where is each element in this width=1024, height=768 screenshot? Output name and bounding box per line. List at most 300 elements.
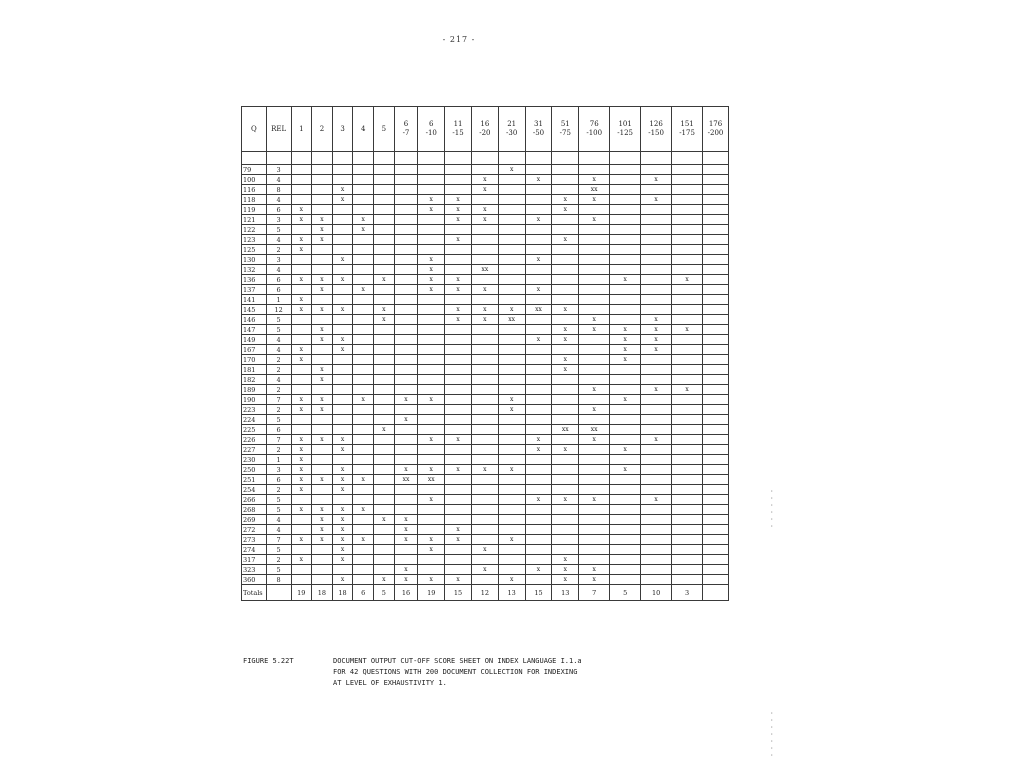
- table-body: [242, 152, 729, 601]
- empty-cell: [418, 445, 445, 455]
- score-mark: x: [641, 325, 672, 335]
- empty-cell: [552, 255, 579, 265]
- total-value: 18: [312, 585, 333, 601]
- question-cell: 145: [242, 305, 267, 315]
- total-value: 19: [418, 585, 445, 601]
- empty-cell: [641, 575, 672, 585]
- score-mark: x: [579, 315, 610, 325]
- empty-cell: [641, 285, 672, 295]
- empty-cell: [641, 485, 672, 495]
- empty-cell: [641, 525, 672, 535]
- header-col-13: 76 -100: [579, 107, 610, 152]
- empty-cell: [291, 185, 312, 195]
- empty-cell: [394, 205, 418, 215]
- question-cell: 251: [242, 475, 267, 485]
- total-value: 15: [445, 585, 472, 601]
- empty-cell: [353, 255, 374, 265]
- question-cell: 227: [242, 445, 267, 455]
- question-cell: 181: [242, 365, 267, 375]
- question-cell: 273: [242, 535, 267, 545]
- empty-cell: [332, 395, 353, 405]
- table-row: [242, 425, 729, 435]
- empty-cell: [445, 345, 472, 355]
- empty-cell: [610, 565, 641, 575]
- score-mark: x: [552, 235, 579, 245]
- empty-cell: [525, 455, 552, 465]
- empty-cell: [672, 195, 703, 205]
- spacer-cell: [672, 152, 703, 165]
- score-mark: x: [312, 525, 333, 535]
- total-value: 13: [552, 585, 579, 601]
- empty-cell: [394, 455, 418, 465]
- score-mark: x: [374, 305, 395, 315]
- score-mark: x: [445, 465, 472, 475]
- score-mark: x: [418, 435, 445, 445]
- empty-cell: [291, 575, 312, 585]
- score-mark: x: [353, 285, 374, 295]
- rel-cell: 4: [266, 195, 291, 205]
- figure-description: DOCUMENT OUTPUT CUT-OFF SCORE SHEET ON INDEX LANGUAGE I.1.a FOR 42 QUESTIONS WITH 200 DOCUMENT COLLECTION FOR INDEXING AT LEVEL OF EXHAUSTIVITY 1.: [333, 657, 582, 687]
- empty-cell: [672, 205, 703, 215]
- table-row: [242, 325, 729, 335]
- rel-cell: 4: [266, 375, 291, 385]
- empty-cell: [672, 265, 703, 275]
- empty-cell: [610, 375, 641, 385]
- rel-cell: 4: [266, 525, 291, 535]
- score-mark: x: [610, 465, 641, 475]
- empty-cell: [525, 555, 552, 565]
- empty-cell: [579, 255, 610, 265]
- score-mark: x: [498, 465, 525, 475]
- score-mark: x: [332, 525, 353, 535]
- table-row: [242, 525, 729, 535]
- empty-cell: [471, 535, 498, 545]
- score-mark: x: [498, 535, 525, 545]
- empty-cell: [332, 205, 353, 215]
- question-cell: 119: [242, 205, 267, 215]
- question-cell: 268: [242, 505, 267, 515]
- rel-cell: 5: [266, 415, 291, 425]
- score-mark: x: [552, 575, 579, 585]
- empty-cell: [312, 255, 333, 265]
- score-mark: x: [291, 395, 312, 405]
- question-cell: 360: [242, 575, 267, 585]
- empty-cell: [641, 305, 672, 315]
- table-row: [242, 365, 729, 375]
- score-mark: x: [312, 475, 333, 485]
- score-mark: x: [353, 215, 374, 225]
- header-col-9: 16 -20: [471, 107, 498, 152]
- total-value: 16: [394, 585, 418, 601]
- empty-cell: [703, 515, 729, 525]
- empty-cell: [312, 465, 333, 475]
- empty-cell: [672, 545, 703, 555]
- empty-cell: [471, 295, 498, 305]
- score-mark: x: [418, 195, 445, 205]
- figure-label: FIGURE 5.22T: [243, 657, 294, 665]
- empty-cell: [641, 215, 672, 225]
- rel-cell: 1: [266, 295, 291, 305]
- empty-cell: [471, 385, 498, 395]
- score-mark: x: [332, 545, 353, 555]
- rel-cell: 2: [266, 405, 291, 415]
- question-cell: 323: [242, 565, 267, 575]
- empty-cell: [579, 375, 610, 385]
- score-mark: x: [445, 575, 472, 585]
- empty-cell: [332, 225, 353, 235]
- empty-cell: [332, 285, 353, 295]
- score-mark: x: [471, 205, 498, 215]
- empty-cell: [353, 275, 374, 285]
- empty-cell: [353, 565, 374, 575]
- question-cell: 121: [242, 215, 267, 225]
- empty-cell: [471, 415, 498, 425]
- score-mark: x: [641, 495, 672, 505]
- score-mark: x: [332, 275, 353, 285]
- score-mark: x: [641, 345, 672, 355]
- empty-cell: [498, 445, 525, 455]
- empty-cell: [418, 385, 445, 395]
- score-mark: x: [312, 215, 333, 225]
- empty-cell: [394, 165, 418, 175]
- question-cell: 223: [242, 405, 267, 415]
- empty-cell: [445, 325, 472, 335]
- rel-cell: 3: [266, 255, 291, 265]
- score-mark: xx: [552, 425, 579, 435]
- total-value: [703, 585, 729, 601]
- rel-cell: 4: [266, 345, 291, 355]
- empty-cell: [353, 575, 374, 585]
- empty-cell: [498, 425, 525, 435]
- header-col-17: 176 -200: [703, 107, 729, 152]
- empty-cell: [374, 335, 395, 345]
- question-cell: 226: [242, 435, 267, 445]
- score-mark: x: [471, 175, 498, 185]
- score-mark: x: [445, 275, 472, 285]
- empty-cell: [374, 405, 395, 415]
- score-mark: x: [394, 575, 418, 585]
- score-mark: x: [579, 405, 610, 415]
- empty-cell: [418, 225, 445, 235]
- total-value: 3: [672, 585, 703, 601]
- empty-cell: [579, 555, 610, 565]
- empty-cell: [703, 325, 729, 335]
- score-mark: x: [312, 395, 333, 405]
- score-mark: xx: [525, 305, 552, 315]
- score-mark: x: [641, 385, 672, 395]
- score-mark: x: [353, 225, 374, 235]
- total-value: 19: [291, 585, 312, 601]
- empty-cell: [394, 275, 418, 285]
- empty-cell: [394, 185, 418, 195]
- empty-cell: [471, 245, 498, 255]
- empty-cell: [353, 355, 374, 365]
- empty-cell: [498, 175, 525, 185]
- rel-cell: 4: [266, 265, 291, 275]
- empty-cell: [703, 245, 729, 255]
- spacer-cell: [498, 152, 525, 165]
- table-row: [242, 555, 729, 565]
- empty-cell: [332, 405, 353, 415]
- empty-cell: [418, 355, 445, 365]
- empty-cell: [332, 365, 353, 375]
- score-mark: x: [641, 175, 672, 185]
- empty-cell: [579, 475, 610, 485]
- empty-cell: [579, 265, 610, 275]
- totals-row: [242, 585, 729, 601]
- empty-cell: [498, 565, 525, 575]
- empty-cell: [525, 505, 552, 515]
- question-cell: 269: [242, 515, 267, 525]
- score-mark: x: [610, 395, 641, 405]
- totals-label: Totals: [242, 585, 267, 601]
- empty-cell: [498, 275, 525, 285]
- empty-cell: [445, 355, 472, 365]
- empty-cell: [525, 245, 552, 255]
- empty-cell: [552, 535, 579, 545]
- empty-cell: [394, 285, 418, 295]
- score-mark: x: [641, 335, 672, 345]
- empty-cell: [394, 435, 418, 445]
- empty-cell: [471, 165, 498, 175]
- empty-cell: [394, 345, 418, 355]
- empty-cell: [471, 425, 498, 435]
- score-mark: x: [471, 215, 498, 225]
- total-value: 7: [579, 585, 610, 601]
- table-row: [242, 515, 729, 525]
- question-cell: 100: [242, 175, 267, 185]
- score-mark: x: [418, 205, 445, 215]
- empty-cell: [672, 525, 703, 535]
- empty-cell: [610, 485, 641, 495]
- score-mark: x: [418, 395, 445, 405]
- empty-cell: [552, 475, 579, 485]
- score-mark: x: [471, 545, 498, 555]
- rel-cell: 7: [266, 395, 291, 405]
- total-value: 13: [498, 585, 525, 601]
- score-mark: x: [525, 495, 552, 505]
- empty-cell: [525, 345, 552, 355]
- empty-cell: [332, 265, 353, 275]
- empty-cell: [418, 375, 445, 385]
- score-mark: x: [291, 205, 312, 215]
- rel-cell: 2: [266, 365, 291, 375]
- empty-cell: [312, 565, 333, 575]
- score-mark: x: [291, 465, 312, 475]
- empty-cell: [445, 545, 472, 555]
- empty-cell: [672, 445, 703, 455]
- score-mark: x: [552, 445, 579, 455]
- empty-cell: [353, 445, 374, 455]
- empty-cell: [445, 365, 472, 375]
- empty-cell: [672, 235, 703, 245]
- score-mark: x: [552, 495, 579, 505]
- empty-cell: [374, 255, 395, 265]
- empty-cell: [672, 285, 703, 295]
- empty-cell: [703, 425, 729, 435]
- score-mark: x: [471, 185, 498, 195]
- score-mark: x: [332, 575, 353, 585]
- table-row: [242, 385, 729, 395]
- empty-cell: [703, 445, 729, 455]
- empty-cell: [672, 255, 703, 265]
- empty-cell: [610, 165, 641, 175]
- score-mark: x: [641, 315, 672, 325]
- rel-cell: 5: [266, 495, 291, 505]
- empty-cell: [641, 365, 672, 375]
- spacer-cell: [374, 152, 395, 165]
- empty-cell: [579, 225, 610, 235]
- empty-cell: [552, 525, 579, 535]
- score-mark: x: [610, 325, 641, 335]
- empty-cell: [672, 425, 703, 435]
- table-row: [242, 245, 729, 255]
- empty-cell: [471, 345, 498, 355]
- empty-cell: [552, 175, 579, 185]
- empty-cell: [525, 275, 552, 285]
- empty-cell: [445, 395, 472, 405]
- question-cell: 250: [242, 465, 267, 475]
- empty-cell: [291, 165, 312, 175]
- score-mark: x: [579, 215, 610, 225]
- score-mark: x: [332, 345, 353, 355]
- empty-cell: [672, 165, 703, 175]
- score-mark: x: [610, 345, 641, 355]
- score-mark: x: [672, 275, 703, 285]
- empty-cell: [312, 445, 333, 455]
- question-cell: 141: [242, 295, 267, 305]
- empty-cell: [641, 395, 672, 405]
- header-q: Q: [242, 107, 267, 152]
- empty-cell: [672, 225, 703, 235]
- empty-cell: [445, 475, 472, 485]
- question-cell: 132: [242, 265, 267, 275]
- empty-cell: [579, 365, 610, 375]
- total-value: 15: [525, 585, 552, 601]
- score-mark: x: [394, 415, 418, 425]
- table-row: [242, 315, 729, 325]
- empty-cell: [579, 205, 610, 215]
- total-value: 12: [471, 585, 498, 601]
- empty-cell: [579, 545, 610, 555]
- total-value: 6: [353, 585, 374, 601]
- empty-cell: [471, 455, 498, 465]
- empty-cell: [394, 175, 418, 185]
- empty-cell: [291, 415, 312, 425]
- empty-cell: [374, 265, 395, 275]
- empty-cell: [353, 205, 374, 215]
- empty-cell: [291, 265, 312, 275]
- empty-cell: [374, 365, 395, 375]
- score-mark: x: [332, 335, 353, 345]
- empty-cell: [312, 175, 333, 185]
- spacer-cell: [353, 152, 374, 165]
- empty-cell: [332, 175, 353, 185]
- empty-cell: [374, 535, 395, 545]
- empty-cell: [525, 165, 552, 175]
- empty-cell: [374, 165, 395, 175]
- empty-cell: [525, 405, 552, 415]
- question-cell: 130: [242, 255, 267, 265]
- question-cell: 230: [242, 455, 267, 465]
- empty-cell: [445, 415, 472, 425]
- empty-cell: [672, 355, 703, 365]
- score-mark: x: [579, 565, 610, 575]
- score-mark: x: [445, 305, 472, 315]
- empty-cell: [641, 415, 672, 425]
- empty-cell: [703, 185, 729, 195]
- empty-cell: [445, 565, 472, 575]
- empty-cell: [291, 515, 312, 525]
- rel-cell: 3: [266, 465, 291, 475]
- empty-cell: [353, 165, 374, 175]
- score-mark: x: [312, 285, 333, 295]
- empty-cell: [445, 335, 472, 345]
- spacer-cell: [291, 152, 312, 165]
- empty-cell: [394, 335, 418, 345]
- rel-cell: 12: [266, 305, 291, 315]
- empty-cell: [552, 385, 579, 395]
- header-col-15: 126 -150: [641, 107, 672, 152]
- cutoff-score-table: [241, 106, 729, 601]
- empty-cell: [525, 325, 552, 335]
- empty-cell: [672, 175, 703, 185]
- score-mark: x: [291, 275, 312, 285]
- spacer-cell: [703, 152, 729, 165]
- empty-cell: [374, 495, 395, 505]
- question-cell: 266: [242, 495, 267, 505]
- table-row: [242, 165, 729, 175]
- empty-cell: [498, 505, 525, 515]
- empty-cell: [418, 165, 445, 175]
- empty-cell: [525, 225, 552, 235]
- question-cell: 190: [242, 395, 267, 405]
- empty-cell: [374, 395, 395, 405]
- score-mark: x: [312, 365, 333, 375]
- score-mark: x: [471, 465, 498, 475]
- score-mark: x: [332, 475, 353, 485]
- empty-cell: [703, 535, 729, 545]
- empty-cell: [641, 225, 672, 235]
- score-mark: x: [498, 165, 525, 175]
- empty-cell: [471, 525, 498, 535]
- empty-cell: [353, 405, 374, 415]
- empty-cell: [703, 395, 729, 405]
- page-number: - 217 -: [442, 35, 476, 44]
- score-mark: x: [445, 205, 472, 215]
- empty-cell: [703, 495, 729, 505]
- score-mark: x: [394, 525, 418, 535]
- question-cell: 225: [242, 425, 267, 435]
- empty-cell: [394, 375, 418, 385]
- empty-cell: [610, 385, 641, 395]
- empty-cell: [471, 475, 498, 485]
- table-row: [242, 225, 729, 235]
- empty-cell: [552, 285, 579, 295]
- score-mark: x: [418, 255, 445, 265]
- empty-cell: [332, 355, 353, 365]
- score-mark: x: [353, 475, 374, 485]
- empty-cell: [610, 175, 641, 185]
- empty-cell: [703, 255, 729, 265]
- empty-cell: [418, 245, 445, 255]
- empty-cell: [703, 475, 729, 485]
- question-cell: 123: [242, 235, 267, 245]
- empty-cell: [353, 375, 374, 385]
- empty-cell: [445, 455, 472, 465]
- question-cell: 118: [242, 195, 267, 205]
- question-cell: 182: [242, 375, 267, 385]
